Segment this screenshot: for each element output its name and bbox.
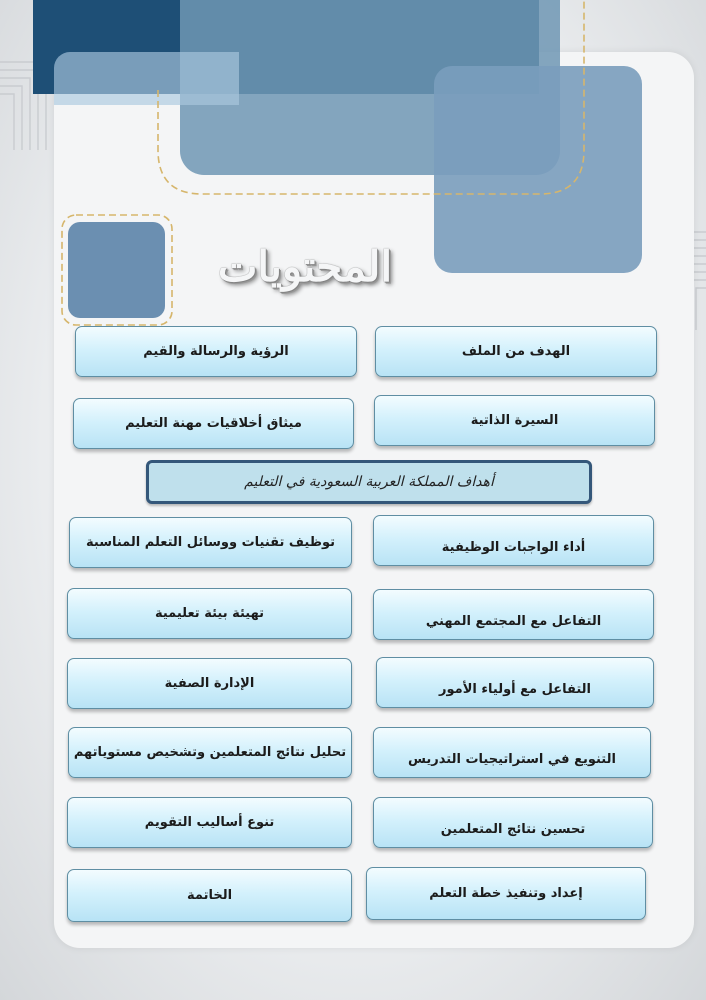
menu-item-parents-interaction[interactable]: التفاعل مع أولياء الأمور [376,657,654,708]
menu-item-vision-mission[interactable]: الرؤية والرسالة والقيم [75,326,357,377]
menu-item-learning-environment[interactable]: تهيئة بيئة تعليمية [67,588,352,639]
menu-item-job-duties[interactable]: أداء الواجبات الوظيفية [373,515,654,566]
saudi-goals-banner[interactable]: أهداف المملكة العربية السعودية في التعليم [146,460,592,504]
menu-item-classroom-management[interactable]: الإدارة الصفية [67,658,352,709]
menu-item-teaching-strategies[interactable]: التنويع في استراتيجيات التدريس [373,727,651,778]
menu-item-file-goal[interactable]: الهدف من الملف [375,326,657,377]
page-title: المحتويات [217,242,393,291]
menu-item-learning-technologies[interactable]: توظيف تقنيات ووسائل التعلم المناسبة [69,517,352,568]
menu-item-cv[interactable]: السيرة الذاتية [374,395,655,446]
menu-item-conclusion[interactable]: الخاتمة [67,869,352,922]
menu-item-improve-results[interactable]: تحسين نتائج المتعلمين [373,797,653,848]
menu-item-professional-community[interactable]: التفاعل مع المجتمع المهني [373,589,654,640]
menu-item-assessment-methods[interactable]: تنوع أساليب التقويم [67,797,352,848]
menu-item-ethics-charter[interactable]: ميثاق أخلاقيات مهنة التعليم [73,398,354,449]
menu-item-learning-plan[interactable]: إعداد وتنفيذ خطة التعلم [366,867,646,920]
menu-item-analyze-results[interactable]: تحليل نتائج المتعلمين وتشخيص مستوياتهم [68,727,352,778]
